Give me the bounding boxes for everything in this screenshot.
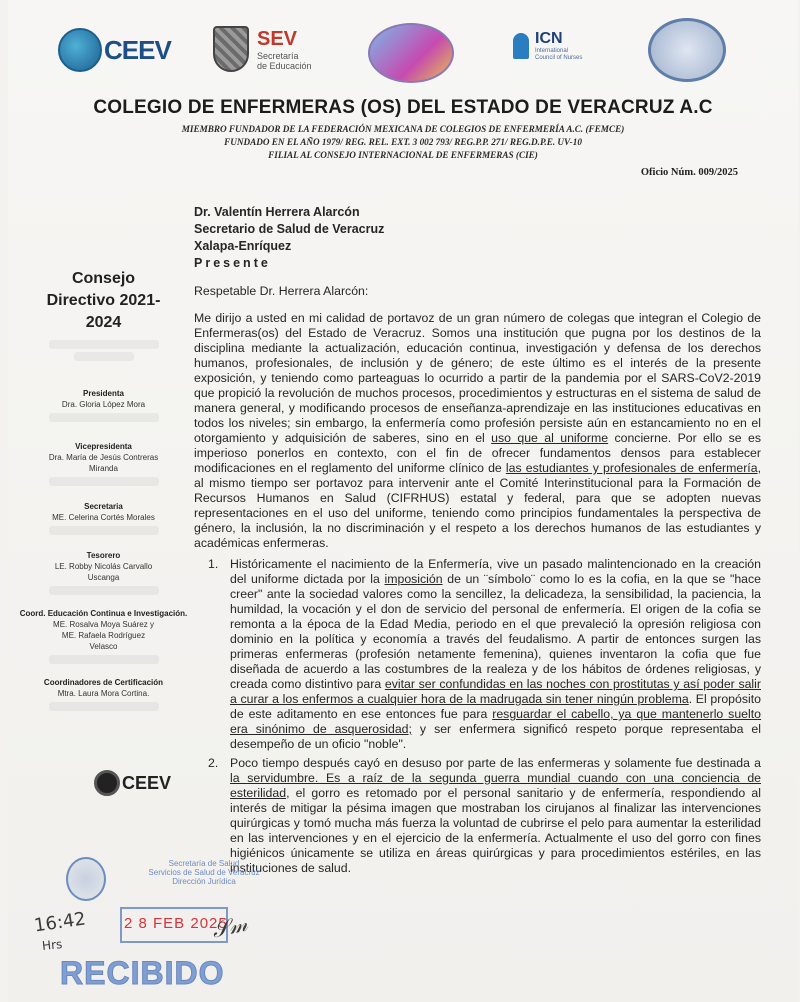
ceev-emblem-icon xyxy=(58,28,102,72)
faded-text xyxy=(49,702,159,711)
letter-page xyxy=(8,0,798,1002)
person-name: ME. Celerina Cortés Morales xyxy=(52,513,155,522)
cie-logo xyxy=(648,18,726,82)
text-run: concierne. Por ello se es imperioso ponerlos en contexto, con el fin de ofrecer fundamentos densos para establecer modificaciones en el reglamento del uniforme clínico de xyxy=(194,431,761,475)
ceev-footer-emblem-icon xyxy=(94,770,120,796)
text-run: , al mismo tiempo ser portavoz para intervenir ante el Comité Interinstitucional para la Formación de Recursos Humanos en Salud (CIFRHUS) estatal y federal, para que se adopten nuevas representaciones en el uso del uniforme, teniendo como principios fundamentales la perspectiva de género, la inclusión, la no discriminación y el respeto a los derechos humanos de las estudiantes y académicas enfermeras. xyxy=(194,461,761,550)
underlined-text: evitar ser confundidas en las noches con prostitutas y así poder salir a curar a los enfermos a cualquier hora de la madrugada sin tener ningún problema xyxy=(230,677,761,706)
handwritten-hrs: Hrs xyxy=(41,936,63,954)
board-title-line-3: 2024 xyxy=(85,314,122,331)
person-name: LE. Robby Nicolás Carvallo xyxy=(54,562,153,571)
text-run: . El propósito de este aditamento en ese entonces fue para xyxy=(230,692,761,721)
handwritten-signature-icon: 𝒮𝓂 xyxy=(209,911,250,944)
icn-logo xyxy=(513,30,582,62)
college-title: COLEGIO DE ENFERMERAS (OS) DEL ESTADO DE VERACRUZ A.C xyxy=(93,97,713,118)
role-secretaria: Secretaria xyxy=(84,502,123,511)
icn-sub-1: International xyxy=(535,48,569,54)
faded-text xyxy=(49,526,159,535)
board-title-line-1: Consejo xyxy=(71,270,136,287)
text-run: Históricamente el nacimiento de la Enfermería, vive un pasado malintencionado en la creación del uniforme dictada por la xyxy=(230,557,761,586)
person-name: ME. Rafaela Rodríguez xyxy=(61,631,146,640)
recipient-position: Secretario de Salud de Veracruz xyxy=(194,222,385,236)
board-title xyxy=(16,268,191,334)
list-number: 1. xyxy=(208,557,219,571)
header-line-1: MIEMBRO FUNDADOR DE LA FEDERACIÓN MEXICANA DE COLEGIOS DE ENFERMERÍA A.C. (FEMCE) xyxy=(181,124,625,134)
role-coord-educacion: Coord. Educación Continua e Investigación. xyxy=(19,609,188,618)
cie-seal-icon xyxy=(648,18,726,82)
ceev-footer-text: CEEV xyxy=(122,772,172,793)
header-line-3: FILIAL AL CONSEJO INTERNACIONAL DE ENFERMERAS (CIE) xyxy=(268,150,538,160)
board-sidebar xyxy=(16,268,191,711)
underlined-text: uso que al uniforme xyxy=(491,431,609,445)
text-run: de un ¨símbolo¨ como lo es la cofia, en la que se "hace creer" ante la sociedad valores como la sencillez, la delicadeza, la sensibilidad, la paciencia, la humildad, la vocación y el don de servicio del personal de enfermería. El origen de la cofia se remonta a la época de la Edad Media, periodo en el que prevaleció la opresión religiosa con dominio en la política y economía a través del feudalismo. A partir de entonces surgen las primeras enfermeras (profesión netamente femenina), quienes inventaron la cofia que fue diseñada de acuerdo a las costumbres de la realeza y de los hábitos de órdenes religiosas, y creada como distintivo para xyxy=(230,572,761,691)
stamp-line: Secretaría de Salud xyxy=(168,859,240,868)
numbered-list xyxy=(194,557,761,876)
oficio-number: Oficio Núm. 009/2025 xyxy=(640,167,738,178)
person-name: Miranda xyxy=(89,464,118,473)
person-name: Dra. Gloria López Mora xyxy=(61,400,146,409)
paragraph-intro xyxy=(194,311,761,551)
role-tesorero: Tesorero xyxy=(86,551,121,560)
faded-text xyxy=(49,340,159,349)
femce-emblem-icon xyxy=(368,23,454,83)
greeting: Respetable Dr. Herrera Alarcón: xyxy=(194,284,369,298)
list-item xyxy=(194,557,761,752)
faded-text xyxy=(49,655,159,664)
person-name: Mtra. Laura Mora Cortina. xyxy=(57,689,150,698)
person-name: Dra. María de Jesús Contreras xyxy=(48,453,159,462)
faded-text xyxy=(49,586,159,595)
faded-text xyxy=(49,413,159,422)
veracruz-shield-icon xyxy=(213,26,249,72)
ceev-footer-logo xyxy=(94,770,171,796)
sev-logo xyxy=(213,26,312,72)
icn-sub-2: Council of Nurses xyxy=(535,55,583,61)
presente-label: Presente xyxy=(194,256,271,270)
sev-logo-text: SEV xyxy=(257,27,298,50)
header-line-2: FUNDADO EN EL AÑO 1979/ REG. REL. EXT. 3 002 793/ REG.P.P. 271/ REG.D.P.E. UV-10 xyxy=(224,137,582,147)
icn-emblem-icon xyxy=(513,33,529,59)
list-item xyxy=(194,756,761,876)
stamp-line: Dirección Jurídica xyxy=(172,877,236,886)
underlined-text: la servidumbre. Es a raíz de la segunda guerra mundial cuando con una conciencia de esterilidad xyxy=(230,771,761,800)
government-seal-icon xyxy=(66,857,106,901)
text-run: , el gorro es retomado por el personal sanitario y de enfermería, respondiendo al interés de mitigar la pésima imagen que mostraban los cirujanos al finalizar las intervenciones quirúrgicas y tomó mucha más fuerza la voluntad de cubrirse el pelo para aumentar la esterilidad en las intervenciones y en el ejercicio de la enfermería. Actualmente el uso del gorro con fines higiénicos únicamente se utiliza en áreas quirúrgicas y para procedimientos estériles, en las instituciones de salud. xyxy=(230,786,761,875)
sev-sub-1: Secretaría xyxy=(257,50,299,61)
underlined-text: imposición xyxy=(384,572,443,586)
text-run: Poco tiempo después cayó en desuso por parte de las enfermeras y solamente fue destinada a xyxy=(230,756,761,770)
board-title-line-2: Directivo 2021- xyxy=(46,292,161,309)
person-name: ME. Rosalva Moya Suárez y xyxy=(53,620,154,629)
stamp-line: Servicios de Salud de Veracruz xyxy=(148,868,260,877)
faded-text xyxy=(74,352,134,361)
letter-body xyxy=(194,284,761,880)
received-label: RECIBIDO xyxy=(60,955,225,991)
sev-sub-2: de Educación xyxy=(257,60,312,71)
handwritten-time: 16:42 xyxy=(32,908,88,937)
underlined-text: resguardar el cabello, ya que mantenerlo suelto era sinónimo de asquerosidad; xyxy=(230,707,762,736)
icn-logo-text: ICN xyxy=(535,30,563,47)
stamp-date: 2 8 FEB 2025 xyxy=(124,915,228,932)
recipient-block xyxy=(194,204,384,272)
role-vicepresidenta: Vicepresidenta xyxy=(75,442,132,451)
role-presidenta: Presidenta xyxy=(83,389,124,398)
underlined-text: las estudiantes y profesionales de enfermería xyxy=(505,461,758,475)
header-logos xyxy=(48,18,768,88)
role-coord-certificacion: Coordinadores de Certificación xyxy=(43,678,164,687)
ceev-logo xyxy=(58,28,171,72)
text-run: Me dirijo a usted en mi calidad de portavoz de un gran número de colegas que integran el Colegio de Enfermeras(os) del Estado de Veracruz. Somos una institución que pugna por los destinos de la disciplina mediante la actualización, educación continua, investigación y defensa de los derechos humanos, profesionales, de inclusión y de género; de este último es el interés de la presente exposición, y teniendo como parteaguas lo ocurrido a partir de la pandemia por el SARS-CoV2-2019 que propició la revolución de muchos procesos, procedimientos y estructuras en el sistema de salud de manera general, y modificando procesos de enseñanza-aprendizaje en las instituciones educativas en todos los niveles; sin embargo, la enfermería como profesión persiste aún en estancamiento no en el otorgamiento y adquisición de saberes, sino en el xyxy=(194,311,761,445)
list-number: 2. xyxy=(208,756,219,770)
text-run: y ser enfermera significó respeto porque representaba el desempeño de un oficio "noble". xyxy=(230,722,761,751)
faded-text xyxy=(49,477,159,486)
ceev-logo-text: CEEV xyxy=(104,34,171,65)
femce-logo xyxy=(368,18,458,88)
stamp-text xyxy=(134,859,274,886)
person-name: Uscanga xyxy=(87,573,120,582)
person-name: Velasco xyxy=(89,642,118,651)
recipient-name: Dr. Valentín Herrera Alarcón xyxy=(194,205,360,219)
recipient-city: Xalapa-Enríquez xyxy=(194,239,292,253)
